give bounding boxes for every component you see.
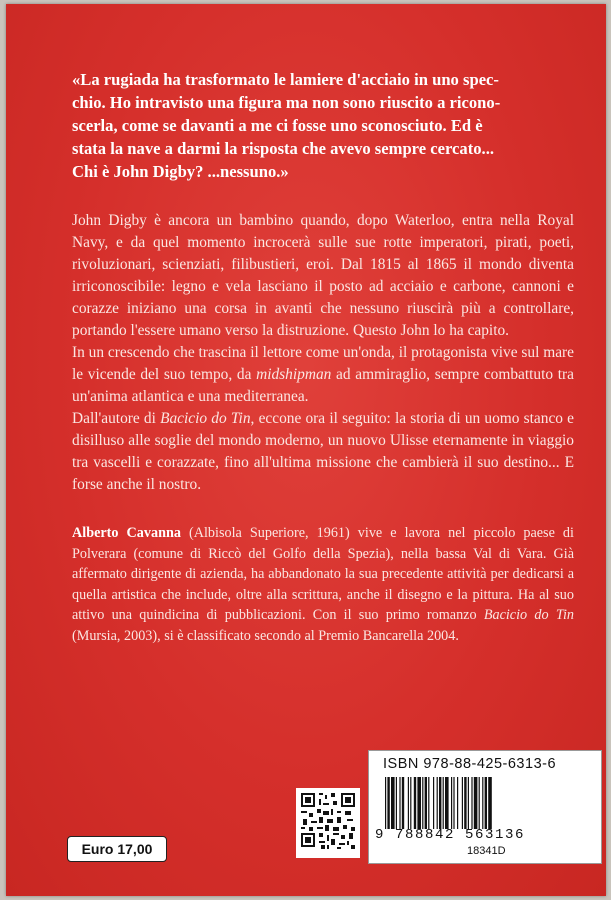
back-cover <box>6 4 606 896</box>
blurb-text: Dall'autore di <box>72 410 161 427</box>
barcode-icon <box>383 777 589 829</box>
qr-code-icon <box>299 791 357 855</box>
bio-text: (Mursia, 2003), si è classificato secondo al Premio Bancarella 2004. <box>72 627 459 644</box>
bio-text: (Albisola Superiore, 1961) vive e lavora nel piccolo paese di Polverara (comune di Riccò del Golfo della Spezia), nella bassa Val di Vara. Già affermato dirigente di azienda, ha abbandonato la sua precedente attività per dedicarsi a quella artistica che include, oltre alla scrittura, anche il disegno e la pittura. Ha al suo attivo una quindicina di pubblicazioni. Con il suo primo romanzo <box>72 525 574 623</box>
blurb-paragraph-3 <box>72 408 574 496</box>
isbn-barcode <box>368 750 602 864</box>
quote-line: «La rugiada ha trasformato le lamiere d'acciaio in uno spec- <box>72 70 499 89</box>
quote-line: chio. Ho intravisto una figura ma non sono riuscito a ricono- <box>72 93 501 112</box>
barcode-digits: 9 788842 563136 <box>375 827 526 843</box>
inventory-code: 18341D <box>467 845 506 857</box>
isbn-label: ISBN 978-88-425-6313-6 <box>383 756 557 772</box>
bio-paragraph <box>72 523 574 646</box>
blurb-italic-title: Bacicio do Tin <box>160 410 251 427</box>
blurb-text: ad ammiraglio, sempre combattuto tra un'anima atlantica e una mediterranea. <box>72 366 574 405</box>
blurb-italic-term: midshipman <box>256 366 332 383</box>
quote-line: stata la nave a darmi la risposta che avevo sempre cercato... <box>72 139 494 158</box>
blurb-paragraph-1: John Digby è ancora un bambino quando, dopo Waterloo, entra nella Royal Navy, e da quel momento incrocerà sulle sue rotte imperatori, pirati, poeti, rivoluzionari, scienziati, filibustieri, eroi. Dal 1815 al 1865 il mondo diventa irriconoscibile: legno e vela lasciano il posto ad acciaio e carbone, cannoni e corazze iniziano una corsa in avanti che nessuno riuscirà più a controllare, portando l'essere umano verso la distruzione. Questo John lo ha capito. <box>72 212 574 339</box>
price-tag: Euro 17,00 <box>67 836 167 862</box>
qr-code <box>296 788 360 858</box>
blurb-text: In un crescendo che trascina il lettore come un'onda, il protagonista vive sul mare le vicende del suo tempo, da <box>72 344 574 383</box>
quote-line: scerla, come se davanti a me ci fosse uno sconosciuto. Ed è <box>72 116 483 135</box>
quote-line: Chi è John Digby? ...nessuno.» <box>72 162 289 181</box>
bio-italic-title: Bacicio do Tin <box>483 607 574 623</box>
pull-quote <box>72 68 572 183</box>
blurb-paragraph-2 <box>72 342 574 408</box>
book-blurb <box>72 210 574 496</box>
author-bio <box>72 523 574 646</box>
author-name: Alberto Cavanna <box>72 525 181 541</box>
blurb-text: , eccone ora il seguito: la storia di un uomo stanco e disilluso alle soglie del mondo moderno, un nuovo Ulisse eternamente in viaggio tra vascelli e corazzate, fino all'ultima missione che cambierà il suo destino... E forse anche il nostro. <box>72 410 574 493</box>
